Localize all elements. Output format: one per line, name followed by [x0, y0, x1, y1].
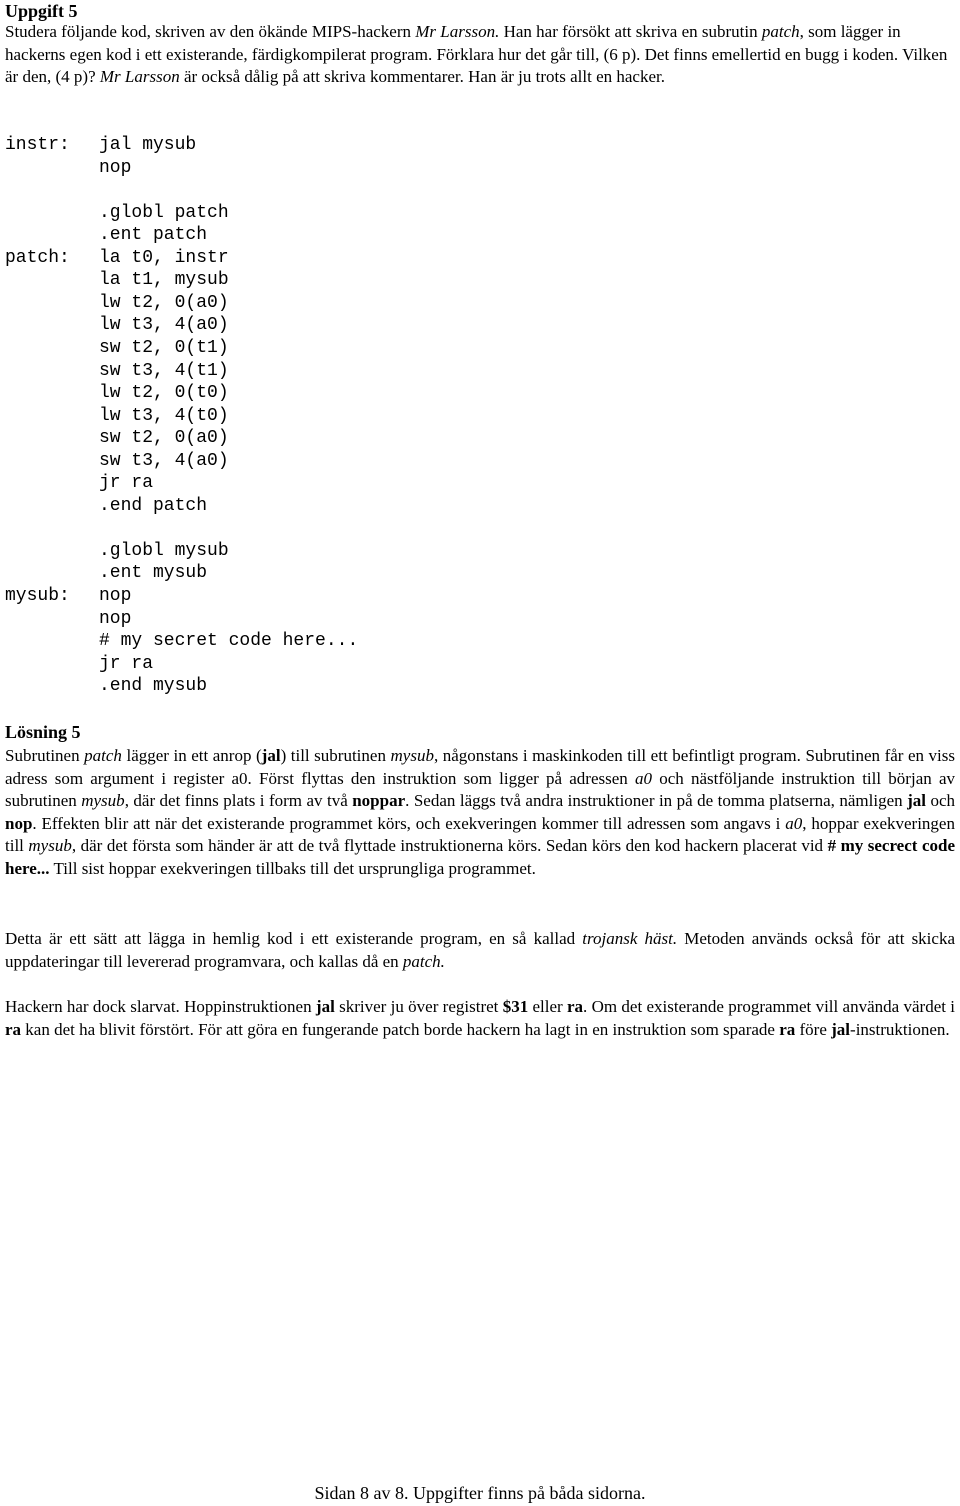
- code-label: instr:: [5, 135, 70, 155]
- code-instruction: sw t3, 4(a0): [99, 450, 229, 471]
- bold-run: jal: [261, 746, 281, 765]
- text-run: kan det ha blivit förstört. För att göra en fungerande patch borde hackern ha lagt in en instruktion som sparade: [21, 1019, 780, 1039]
- code-instruction: # my secret code here...: [99, 631, 359, 652]
- code-instruction: jr ra: [99, 473, 154, 494]
- code-instruction: .end mysub: [99, 676, 208, 697]
- code-instruction: nop: [99, 157, 132, 178]
- bold-run: noppar: [352, 791, 406, 811]
- italic-run: a0: [635, 768, 653, 788]
- solution-paragraph-2: [5, 928, 955, 973]
- text-run: och nästföljande instruktion till början av subrutinen: [5, 768, 955, 811]
- task-heading: Uppgift 5: [5, 1, 78, 21]
- solution-paragraph-1: [5, 745, 955, 881]
- code-instruction: lw t3, 4(a0): [99, 315, 229, 336]
- text-run: , där det första som händer är att de två flyttade instruktionerna körs. Sedan körs den kod hackern placerat vid: [71, 836, 828, 856]
- page-footer: Sidan 8 av 8. Uppgifter finns på båda sidorna.: [314, 1483, 646, 1503]
- code-instruction: jal mysub: [99, 135, 197, 155]
- text-run: . Om det existerande programmet vill använda värdet i: [583, 997, 956, 1016]
- code-instruction: lw t3, 4(t0): [99, 405, 229, 426]
- italic-run: mysub: [81, 791, 125, 811]
- solution-paragraph-3: [5, 996, 955, 1041]
- code-instruction: .ent mysub: [99, 563, 208, 584]
- text-run: före: [795, 1019, 832, 1039]
- code-instruction: .globl patch: [99, 202, 229, 223]
- code-instruction: .globl mysub: [99, 540, 229, 561]
- text-run: , någonstans i maskinkoden till ett befintligt program. Subrutinen får en viss adress som argument i register a0. Först flyttas den instruktion som ligger på adressen: [5, 746, 956, 788]
- text-run: . Sedan läggs två andra instruktioner in på de tomma platserna, nämligen: [405, 791, 908, 811]
- code-instruction: .end patch: [99, 495, 208, 516]
- code-label: patch:: [5, 247, 70, 268]
- italic-run: patch.: [402, 951, 445, 971]
- text-run: . Effekten blir att när det existerande programmet körs, och exekveringen kommer till adressen som angavs i: [32, 813, 786, 833]
- bold-run: jal: [831, 1019, 851, 1039]
- bold-run: ra: [779, 1019, 796, 1039]
- text-run: Hackern har dock slarvat. Hoppinstruktionen: [5, 997, 316, 1016]
- bold-run: ra: [567, 997, 584, 1016]
- text-run: ) till subrutinen: [280, 746, 391, 765]
- code-instruction: sw t2, 0(t1): [99, 337, 229, 358]
- text-run: , hoppar exekveringen till: [5, 813, 955, 856]
- code-instruction: lw t2, 0(a0): [99, 292, 229, 313]
- text-run: är också dålig på att skriva kommentarer. Han är ju trots allt en hacker.: [179, 67, 665, 87]
- text-run: skriver ju över registret: [334, 997, 503, 1016]
- code-instruction: la t1, mysub: [99, 270, 229, 291]
- italic-run: Mr Larsson: [99, 67, 180, 87]
- text-run: , där det finns plats i form av två: [124, 791, 353, 811]
- code-instruction: .ent patch: [99, 225, 208, 246]
- text-run: Subrutinen: [5, 746, 85, 765]
- italic-run: patch: [84, 746, 122, 765]
- code-instruction: jr ra: [99, 653, 154, 674]
- bold-run: # my secrect code here...: [5, 836, 955, 878]
- text-run: -instruktionen.: [850, 1019, 950, 1039]
- bold-run: $31: [502, 997, 529, 1016]
- italic-run: trojansk häst.: [582, 929, 678, 948]
- text-run: Detta är ett sätt att lägga in hemlig kod i ett existerande program, en så kallad: [5, 929, 583, 948]
- italic-run: mysub: [390, 746, 434, 765]
- text-run: och: [925, 791, 955, 811]
- italic-run: Mr Larsson.: [415, 22, 500, 41]
- text-run: Han har försökt att skriva en subrutin: [499, 22, 762, 41]
- code-label: mysub:: [5, 586, 70, 606]
- code-instruction: nop: [99, 586, 132, 606]
- text-run: eller: [528, 997, 567, 1016]
- bold-run: jal: [907, 791, 926, 811]
- code-instruction: sw t3, 4(t1): [99, 360, 229, 381]
- code-instruction: nop: [99, 608, 132, 629]
- text-run: lägger in ett anrop (: [121, 746, 262, 765]
- bold-run: ra: [5, 1019, 22, 1039]
- text-run: Studera följande kod, skriven av den ökände MIPS-hackern: [5, 22, 416, 41]
- task-description: [5, 21, 955, 89]
- text-run: , som lägger in hackerns egen kod i ett existerande, färdigkompilerat program. Förklara hur det går till, (6 p). Det finns emellertid en bugg i koden. Vilken är den, (4 p)?: [5, 22, 948, 87]
- text-run: Till sist hoppar exekveringen tillbaks till det ursprungliga programmet.: [49, 858, 536, 878]
- solution-heading: Lösning 5: [5, 722, 81, 742]
- bold-run: jal: [315, 997, 335, 1016]
- bold-run: nop: [5, 813, 33, 833]
- italic-run: mysub: [28, 836, 72, 856]
- italic-run: a0: [785, 813, 803, 833]
- code-instruction: lw t2, 0(t0): [99, 383, 229, 404]
- text-run: Metoden används också för att skicka uppdateringar till levererad programvara, och kallas då en: [5, 929, 955, 971]
- code-instruction: la t0, instr: [99, 247, 229, 268]
- code-instruction: sw t2, 0(a0): [99, 428, 229, 449]
- italic-run: patch: [761, 22, 800, 41]
